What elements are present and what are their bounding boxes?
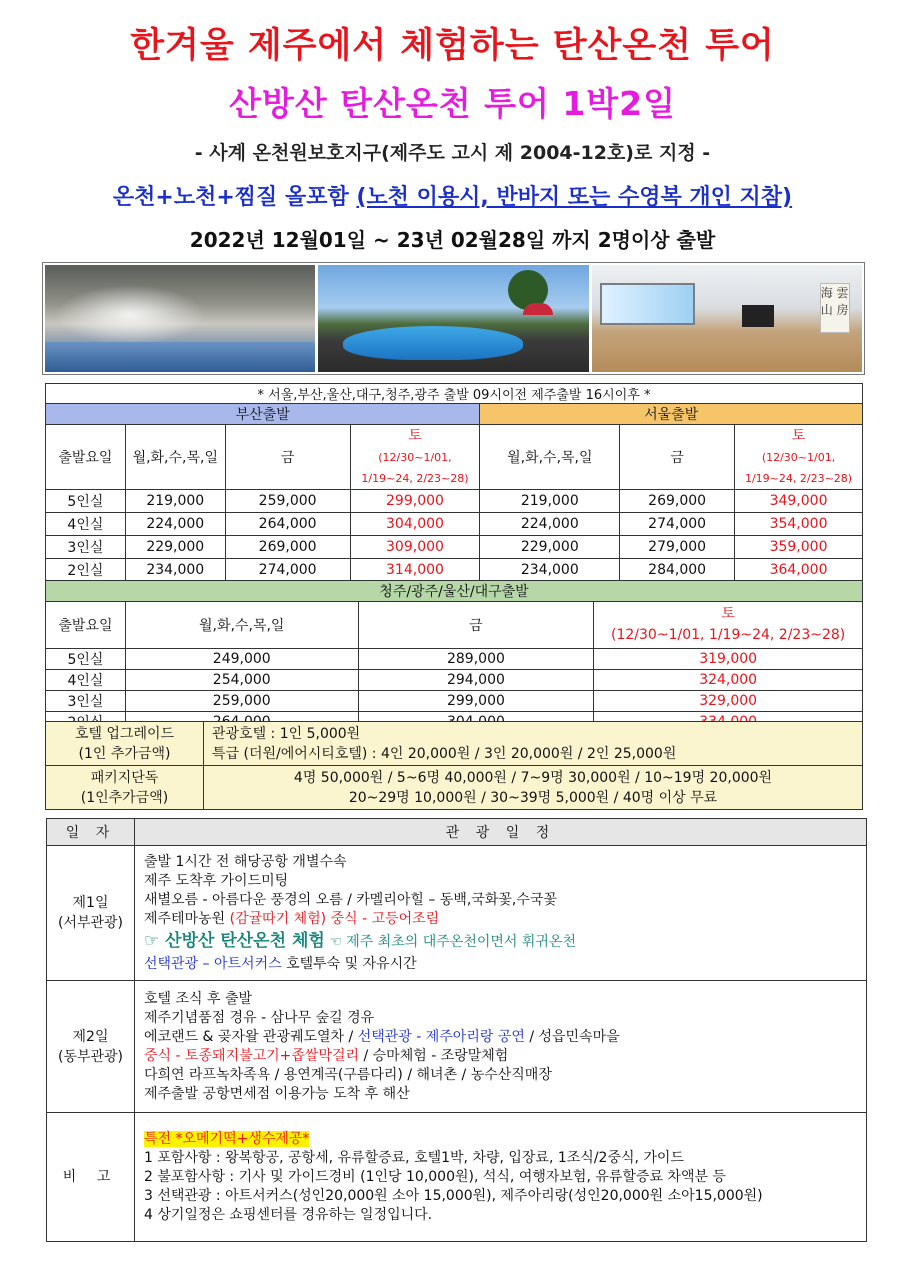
hot-spring-photo xyxy=(45,265,315,372)
designation-text: - 사계 온천원보호지구(제주도 고시 제 2004-12호)로 지정 - xyxy=(194,142,711,164)
col-saturday: 토 (12/30~1/01, 1/19~24, 2/23~28) xyxy=(594,602,863,649)
outdoor-pool-photo xyxy=(318,265,588,372)
table-row: 5인실 249,000 289,000 319,000 xyxy=(46,649,863,670)
notes-row xyxy=(47,1113,867,1242)
col-weekday: 월,화,수,목,일 xyxy=(125,602,358,649)
includes-lead: 온천+노천+찜질 올포함 xyxy=(112,185,357,210)
itinerary-table xyxy=(46,818,867,1242)
col-departure-day: 출발요일 xyxy=(46,425,126,490)
day2-schedule: 호텔 조식 후 출발 제주기념품점 경유 - 삼나무 숲길 경유 에코랜드 & 곶자왈 관광궤도열차 / 선택관광 - 제주아리랑 공연 / 성읍민속마을 중식 - 토종돼지불고기+좁쌀막걸리 / 승마체험 - 조랑말체험 다희연 라프녹차족욕 / 용연계곡(구름다리) / 해녀촌 / 농수산직매장 제주출발 공항면세점 이용가능 도착 후 해산 xyxy=(135,981,867,1113)
day1-label: 제1일 (서부관광) xyxy=(47,846,135,981)
col-friday: 금 xyxy=(225,425,350,490)
package-private-detail: 4명 50,000원 / 5~6명 40,000원 / 7~9명 30,000원 / 10~19명 20,000원 20~29명 10,000원 / 30~39명 5,000원 / 40명 이상 무료 xyxy=(204,766,863,810)
notes-label: 비 고 xyxy=(47,1113,135,1242)
col-friday: 금 xyxy=(358,602,594,649)
hot-spring-highlight: ☞ 산방산 탄산온천 체험 xyxy=(144,930,325,951)
hotel-upgrade-detail: 관광호텔 : 1인 5,000원 특급 (더원/에어시티호텔) : 4인 20,000원 / 3인 20,000원 / 2인 25,000원 xyxy=(204,722,863,766)
day1-schedule: 출발 1시간 전 해당공항 개별수속 제주 도착후 가이드미팅 새별오름 - 아름다운 풍경의 오름 / 카멜리아힐 – 동백,국화꽃,수국꽃 제주테마농원 (감귤따기 체험) 중식 - 고등어조림 ☞ 산방산 탄산온천 체험 ☜ 제주 최초의 대주온천이면서 휘귀온천 선택관광 – 아트서커스 호텔투숙 및 자유시간 xyxy=(135,846,867,981)
day1-row xyxy=(47,846,867,981)
hotel-upgrade-label: 호텔 업그레이드 (1인 추가금액) xyxy=(46,722,204,766)
table-row: 3인실 259,000 299,000 329,000 xyxy=(46,691,863,712)
includes-text xyxy=(0,180,905,211)
photo-strip xyxy=(42,262,865,375)
seoul-departure-header: 서울출발 xyxy=(480,404,863,425)
main-title: 한겨울 제주에서 체험하는 탄산온천 투어 xyxy=(130,26,775,66)
table-row: 4인실 224,000 264,000 304,000 224,000 274,000 354,000 xyxy=(46,513,863,536)
notes-content: 특전 *오메기떡+생수제공* 1 포함사항 : 왕복항공, 공항세, 유류할증료, 호텔1박, 차량, 입장료, 1조식/2중식, 가이드 2 불포함사항 : 기사 및 가이드경비 (1인당 10,000원), 석식, 여행자보험, 유류할증료 차액분 등 3 선택관광 : 아트서커스(성인20,000원 소아 15,000원), 제주아리랑(성인20,000원 소아15,000원) 4 상기일정은 쇼핑센터를 경유하는 일정입니다. xyxy=(135,1113,867,1242)
period-text: 2022년 12월01일 ~ 23년 02월28일 까지 2명이상 출발 xyxy=(189,228,716,252)
itinerary-head-schedule: 관 광 일 정 xyxy=(135,819,867,846)
col-weekday: 월,화,수,목,일 xyxy=(480,425,620,490)
col-friday: 금 xyxy=(620,425,735,490)
col-weekday: 월,화,수,목,일 xyxy=(125,425,225,490)
price-table-busan-seoul xyxy=(45,383,863,582)
day2-label: 제2일 (동부관광) xyxy=(47,981,135,1113)
includes-note: (노천 이용시, 반바지 또는 수영복 개인 지참) xyxy=(356,185,793,210)
busan-departure-header: 부산출발 xyxy=(46,404,480,425)
table-row: 5인실 219,000 259,000 299,000 219,000 269,000 349,000 xyxy=(46,490,863,513)
sub-title: 산방산 탄산온천 투어 1박2일 xyxy=(228,84,677,123)
col-departure-day: 출발요일 xyxy=(46,602,126,649)
calligraphy-scroll: 海 雲 山 房 xyxy=(820,283,850,333)
itinerary-head-day: 일 자 xyxy=(47,819,135,846)
sauna-hall-photo xyxy=(592,265,862,372)
col-saturday: 토 (12/30~1/01, 1/19~24, 2/23~28) xyxy=(350,425,480,490)
package-private-label: 패키지단독 (1인추가금액) xyxy=(46,766,204,810)
extra-charges-table xyxy=(45,721,863,810)
table-row: 2인실 234,000 274,000 314,000 234,000 284,000 364,000 xyxy=(46,559,863,582)
table-row: 3인실 229,000 269,000 309,000 229,000 279,000 359,000 xyxy=(46,536,863,559)
day2-row xyxy=(47,981,867,1113)
special-offer: 특전 *오메기떡+생수제공* xyxy=(144,1130,310,1147)
col-saturday: 토 (12/30~1/01, 1/19~24, 2/23~28) xyxy=(735,425,863,490)
regional-departure-header: 청주/광주/울산/대구출발 xyxy=(46,581,863,602)
table-row: 4인실 254,000 294,000 324,000 xyxy=(46,670,863,691)
departure-note: * 서울,부산,울산,대구,청주,광주 출발 09시이전 제주출발 16시이후 * xyxy=(46,384,863,404)
price-table-regional xyxy=(45,580,863,733)
